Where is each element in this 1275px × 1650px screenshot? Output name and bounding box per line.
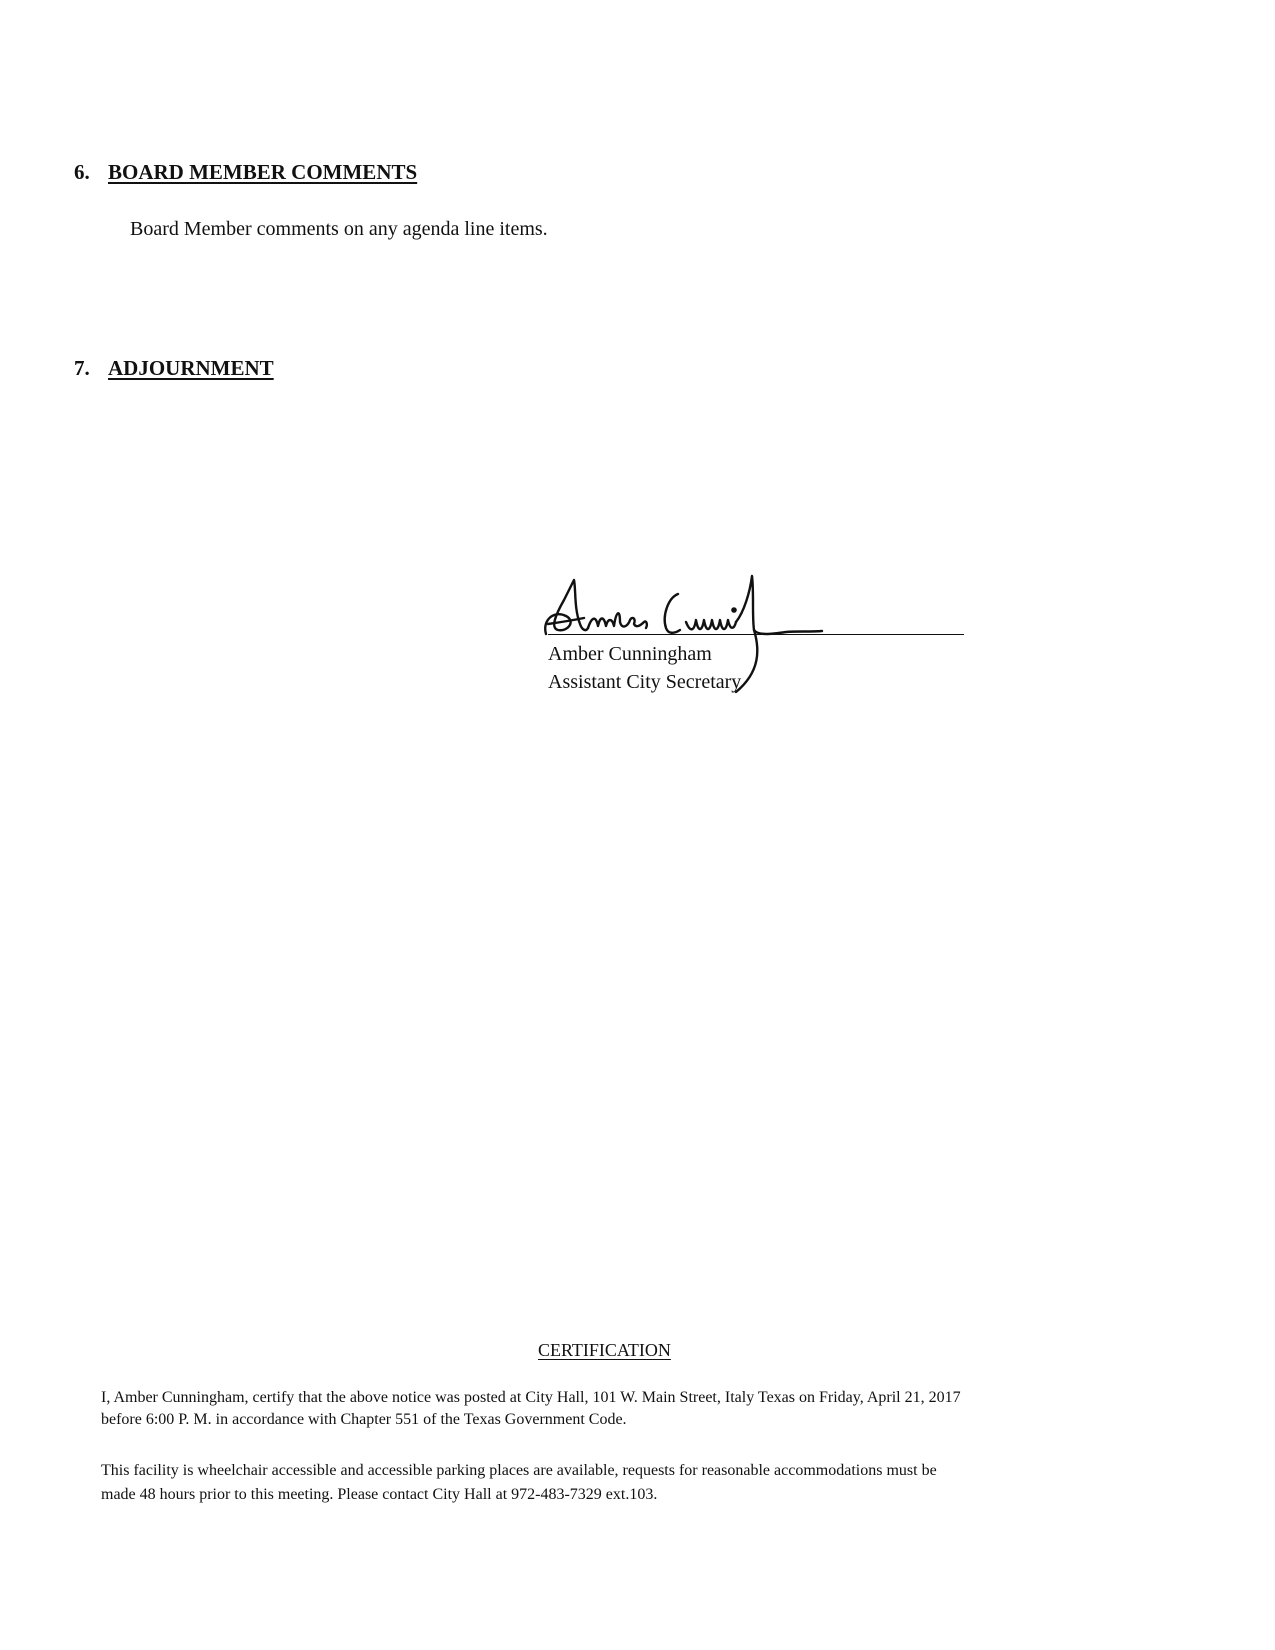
certification-heading: CERTIFICATION: [538, 1340, 671, 1360]
section-6-title: BOARD MEMBER COMMENTS: [108, 160, 418, 184]
signature-line: [548, 634, 964, 635]
accessibility-paragraph-line-2: made 48 hours prior to this meeting. Please contact City Hall at 972-483-7329 ext.103.: [101, 1486, 658, 1503]
section-6-number: 6.: [74, 160, 90, 184]
section-6-body: Board Member comments on any agenda line items.: [130, 218, 548, 240]
section-7-heading: [74, 356, 274, 381]
signatory-role: Assistant City Secretary: [548, 671, 742, 693]
section-7-number: 7.: [74, 356, 90, 380]
certification-paragraph-1-line-2: before 6:00 P. M. in accordance with Chapter 551 of the Texas Government Code.: [101, 1411, 627, 1428]
section-7-title: ADJOURNMENT: [108, 356, 274, 380]
accessibility-paragraph-line-1: This facility is wheelchair accessible and accessible parking places are available, requests for reasonable accommodations must be: [101, 1462, 937, 1479]
certification-paragraph-1-line-1: I, Amber Cunningham, certify that the above notice was posted at City Hall, 101 W. Main Street, Italy Texas on Friday, April 21, 2017: [101, 1389, 961, 1406]
signatory-name: Amber Cunningham: [548, 643, 712, 665]
section-6-heading: [74, 160, 417, 185]
